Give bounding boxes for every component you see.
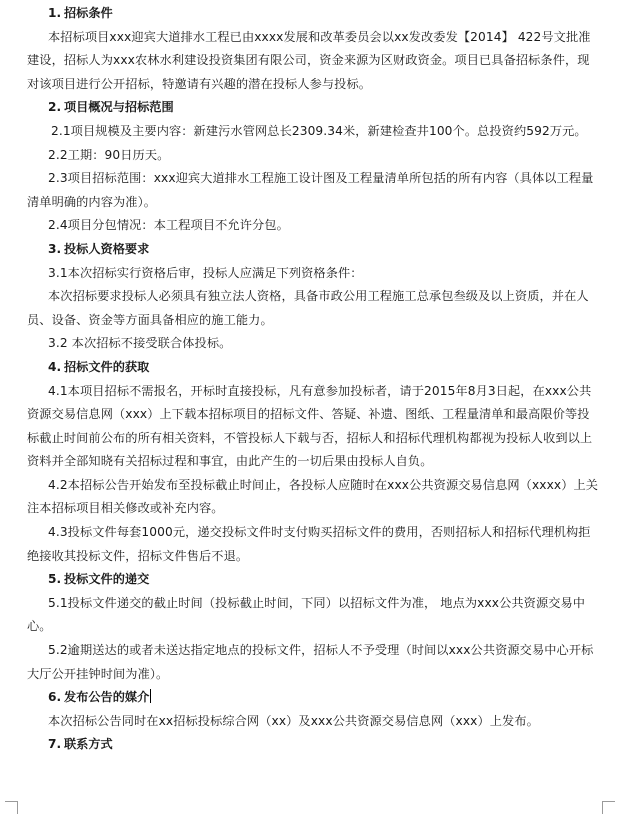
paragraph-4-2: 4.2本招标公告开始发布至投标截止时间止，各投标人应随时在xxx公共资源交易信息网（xxxx）上关注本招标项目相关修改或补充内容。 [27,477,599,516]
section-title: 联系方式 [64,737,113,752]
paragraph-2-4: 2.4项目分包情况：本工程项目不允许分包。 [48,218,289,233]
paragraph-6-1: 本次招标公告同时在xx招标投标综合网（xx）及xxx公共资源交易信息网（xxx）上发布。 [48,713,539,728]
page-corner-mark-right [602,801,615,814]
paragraph-4-1: 4.1本项目招标不需报名，开标时直接投标，凡有意参加投标者，请于2015年8月3日起，在xxx公共资源交易信息网（xxx）上下载本招标项目的招标文件、答疑、补遗、图纸、工程量清单和最高限价等投标截止时间前公布的所有相关资料，不管投标人下载与否，招标人和招标代理机构都视为投标人收到以上资料并全部知晓有关招标过程和事宜，由此产生的一切后果由投标人自负。 [27,383,593,469]
section-heading-5: 5. 投标文件的递交 [48,572,150,587]
paragraph-4-3: 4.3投标文件每套1000元，递交投标文件时支付购买招标文件的费用，否则招标人和招标代理机构拒绝接收其投标文件，招标文件售后不退。 [27,525,591,563]
section-heading-3: 3. 投标人资格要求 [48,241,150,256]
paragraph-2-2: 2.2工期：90日历天。 [48,147,170,162]
paragraph-2-3: 2.3项目招标范围：xxx迎宾大道排水工程施工设计图及工程量清单所包括的所有内容（具体以工程量清单明确的内容为准）。 [27,171,594,209]
section-heading-6: 6. 发布公告的媒介 [48,690,150,705]
section-heading-2: 2. 项目概况与招标范围 [48,100,174,115]
paragraph-3-2: 本次招标要求投标人必须具有独立法人资格，具备市政公用工程施工总承包叁级及以上资质，并在人员、设备、资金等方面具备相应的施工能力。 [27,289,589,327]
section-title: 招标条件 [64,6,113,20]
section-title: 投标人资格要求 [64,241,150,256]
section-title: 招标文件的获取 [64,359,150,374]
paragraph-5-2: 5.2逾期送达的或者未送达指定地点的投标文件，招标人不予受理（时间以xxx公共资源交易中心开标大厅公开挂钟时间为准）。 [27,643,594,681]
paragraph-5-1: 5.1投标文件递交的截止时间（投标截止时间，下同）以招标文件为准， 地点为xxx公共资源交易中心。 [27,595,586,634]
paragraph-2-1: 2.1项目规模及主要内容：新建污水管网总长2309.34米，新建检查井100个。总投资约592万元。 [51,123,587,138]
text-cursor [150,689,151,703]
document-body[interactable] [27,0,601,757]
paragraph-1-1: 本招标项目xxx迎宾大道排水工程已由xxxx发展和改革委员会以xx发改委发【2014】 422号文批准建设，招标人为xxx农林水利建设投资集团有限公司，资金来源为区财政资金。项目已具备招标条件，现对该项目进行公开招标，特邀请有兴趣的潜在投标人参与投标。 [27,29,591,91]
paragraph-3-3: 3.2 本次招标不接受联合体投标。 [48,336,232,351]
section-title: 投标文件的递交 [64,572,150,587]
section-heading-4: 4. 招标文件的获取 [48,359,150,374]
section-title: 发布公告的媒介 [64,690,150,705]
section-heading-1: 1. 招标条件 [48,6,113,20]
section-title: 项目概况与招标范围 [64,100,174,115]
page-corner-mark-left [5,801,18,814]
paragraph-3-1: 3.1本次招标实行资格后审，投标人应满足下列资格条件： [48,265,363,280]
section-heading-7: 7. 联系方式 [48,737,113,752]
